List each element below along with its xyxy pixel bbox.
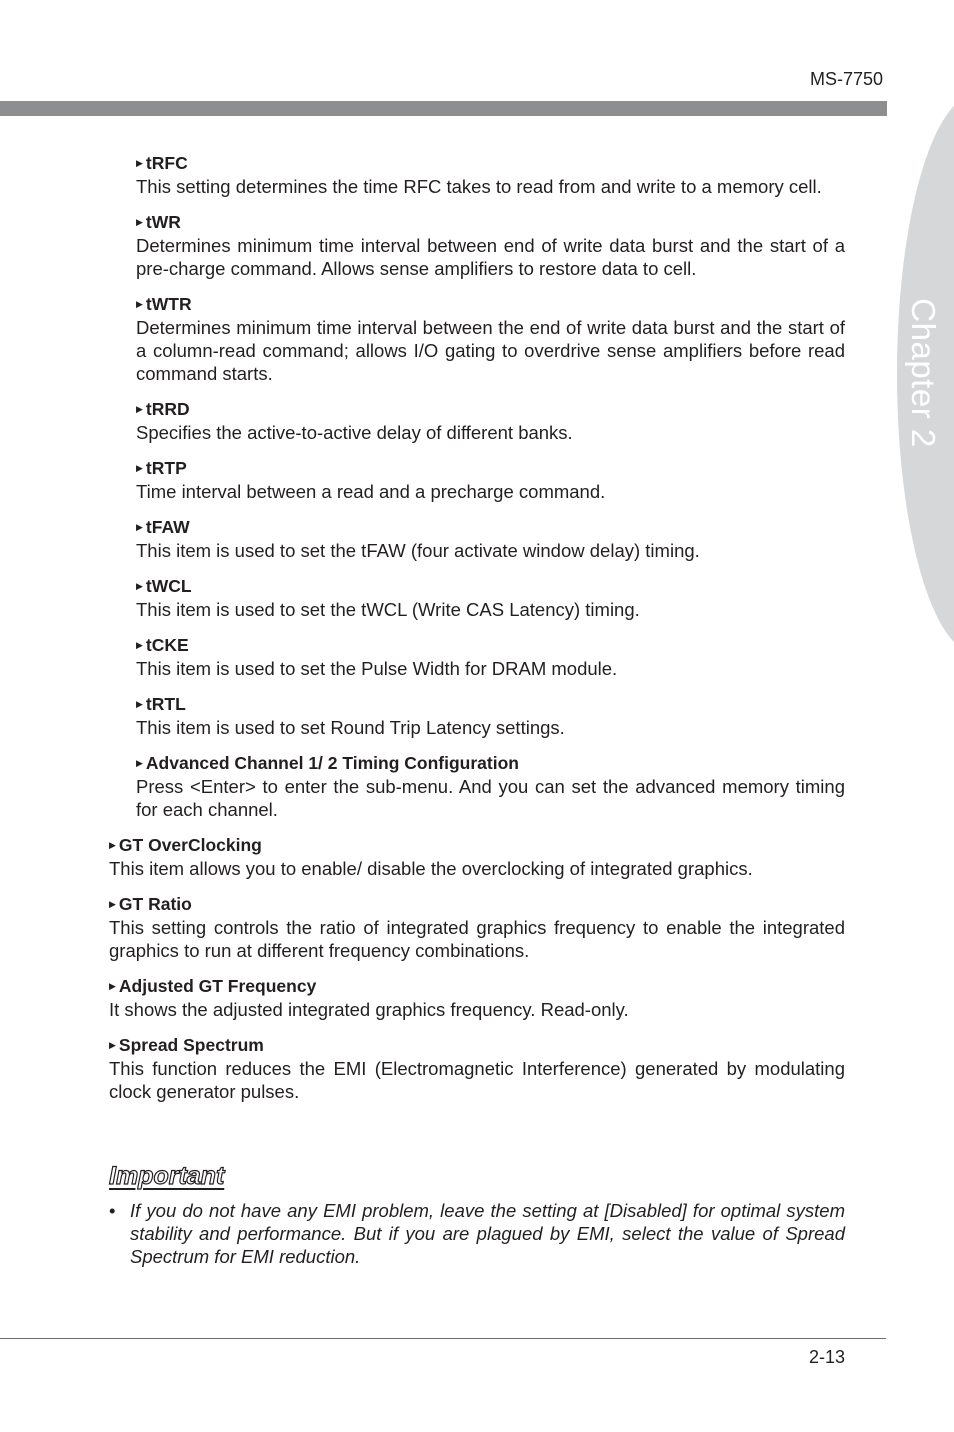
triangle-bullet-icon: ▶: [136, 463, 143, 473]
important-heading: Important: [109, 1162, 225, 1190]
setting-item-4: [136, 456, 845, 503]
setting-description: Press <Enter> to enter the sub-menu. And you can set the advanced memory timing for each channel.: [136, 776, 845, 820]
setting-item-13: [109, 1033, 845, 1103]
setting-item-3: [136, 397, 845, 444]
setting-item-10: [109, 833, 845, 880]
triangle-bullet-icon: ▶: [136, 404, 143, 414]
setting-description: This item is used to set the Pulse Width for DRAM module.: [136, 658, 618, 679]
setting-item-7: [136, 633, 845, 680]
important-note: [109, 1199, 845, 1268]
setting-item-1: [136, 210, 845, 280]
triangle-bullet-icon: ▶: [109, 1040, 116, 1050]
setting-description: This function reduces the EMI (Electromagnetic Interference) generated by modulating clock generator pulses.: [109, 1058, 845, 1102]
setting-title: [136, 456, 845, 480]
footer-rule: [0, 1338, 886, 1339]
triangle-bullet-icon: ▶: [136, 699, 143, 709]
setting-title-text: tWR: [145, 212, 181, 232]
setting-title: [109, 1033, 845, 1057]
triangle-bullet-icon: ▶: [136, 758, 143, 768]
triangle-bullet-icon: ▶: [136, 581, 143, 591]
triangle-bullet-icon: ▶: [136, 217, 143, 227]
setting-title-text: tWCL: [145, 576, 192, 596]
setting-title-text: Spread Spectrum: [118, 1035, 264, 1055]
note-bullet: •: [109, 1200, 116, 1221]
setting-title-text: tRRD: [145, 399, 190, 419]
chapter-label: Chapter 2: [905, 298, 942, 448]
setting-item-5: [136, 515, 845, 562]
setting-item-6: [136, 574, 845, 621]
triangle-bullet-icon: ▶: [136, 158, 143, 168]
triangle-bullet-icon: ▶: [109, 840, 116, 850]
setting-description: This item is used to set the tFAW (four activate window delay) timing.: [136, 540, 700, 561]
setting-title: [136, 751, 845, 775]
setting-title: [136, 515, 845, 539]
model-number: MS-7750: [809, 69, 883, 89]
header-bar: [0, 101, 887, 116]
setting-title-text: tCKE: [145, 635, 189, 655]
setting-item-9: [136, 751, 845, 821]
setting-title-text: tRFC: [145, 153, 188, 173]
setting-description: Specifies the active-to-active delay of different banks.: [136, 422, 573, 443]
triangle-bullet-icon: ▶: [109, 981, 116, 991]
triangle-bullet-icon: ▶: [109, 899, 116, 909]
triangle-bullet-icon: ▶: [136, 640, 143, 650]
setting-description: This item is used to set the tWCL (Write CAS Latency) timing.: [136, 599, 640, 620]
setting-item-12: [109, 974, 845, 1021]
setting-description: Determines minimum time interval between end of write data burst and the start of a pre-charge command. Allows sense amplifiers to restore data to cell.: [136, 235, 845, 279]
triangle-bullet-icon: ▶: [136, 522, 143, 532]
setting-title: [136, 210, 845, 234]
setting-title-text: tWTR: [145, 294, 192, 314]
setting-item-0: [136, 151, 845, 198]
setting-title: [136, 692, 845, 716]
setting-description: This setting controls the ratio of integrated graphics frequency to enable the integrated graphics to run at different frequency combinations.: [109, 917, 845, 961]
setting-title-text: tRTL: [145, 694, 186, 714]
setting-description: This item allows you to enable/ disable the overclocking of integrated graphics.: [109, 858, 753, 879]
setting-title-text: Adjusted GT Frequency: [118, 976, 317, 996]
setting-title: [109, 833, 845, 857]
note-text: If you do not have any EMI problem, leave the setting at [Disabled] for optimal system stability and performance. But if you are plagued by EMI, select the value of Spread Spectrum for EMI reduction.: [130, 1200, 845, 1267]
setting-title-text: Advanced Channel 1/ 2 Timing Configuration: [145, 753, 519, 773]
setting-description: This item is used to set Round Trip Latency settings.: [136, 717, 565, 738]
page-number: 2-13: [808, 1347, 845, 1367]
setting-title-text: GT Ratio: [118, 894, 192, 914]
setting-description: Time interval between a read and a precharge command.: [136, 481, 606, 502]
setting-item-11: [109, 892, 845, 962]
setting-title: [136, 151, 845, 175]
setting-item-2: [136, 292, 845, 385]
setting-title: [109, 892, 845, 916]
setting-description: It shows the adjusted integrated graphics frequency. Read-only.: [109, 999, 629, 1020]
setting-title: [136, 292, 845, 316]
setting-title-text: tRTP: [145, 458, 187, 478]
setting-title: [109, 974, 845, 998]
setting-title-text: GT OverClocking: [118, 835, 262, 855]
setting-title: [136, 397, 845, 421]
setting-title: [136, 574, 845, 598]
setting-title: [136, 633, 845, 657]
setting-item-8: [136, 692, 845, 739]
settings-list: [0, 151, 954, 1115]
setting-description: This setting determines the time RFC takes to read from and write to a memory cell.: [136, 176, 822, 197]
setting-description: Determines minimum time interval between the end of write data burst and the start of a column-read command; allows I/O gating to overdrive sense amplifiers before read command starts.: [136, 317, 845, 384]
setting-title-text: tFAW: [145, 517, 190, 537]
triangle-bullet-icon: ▶: [136, 299, 143, 309]
